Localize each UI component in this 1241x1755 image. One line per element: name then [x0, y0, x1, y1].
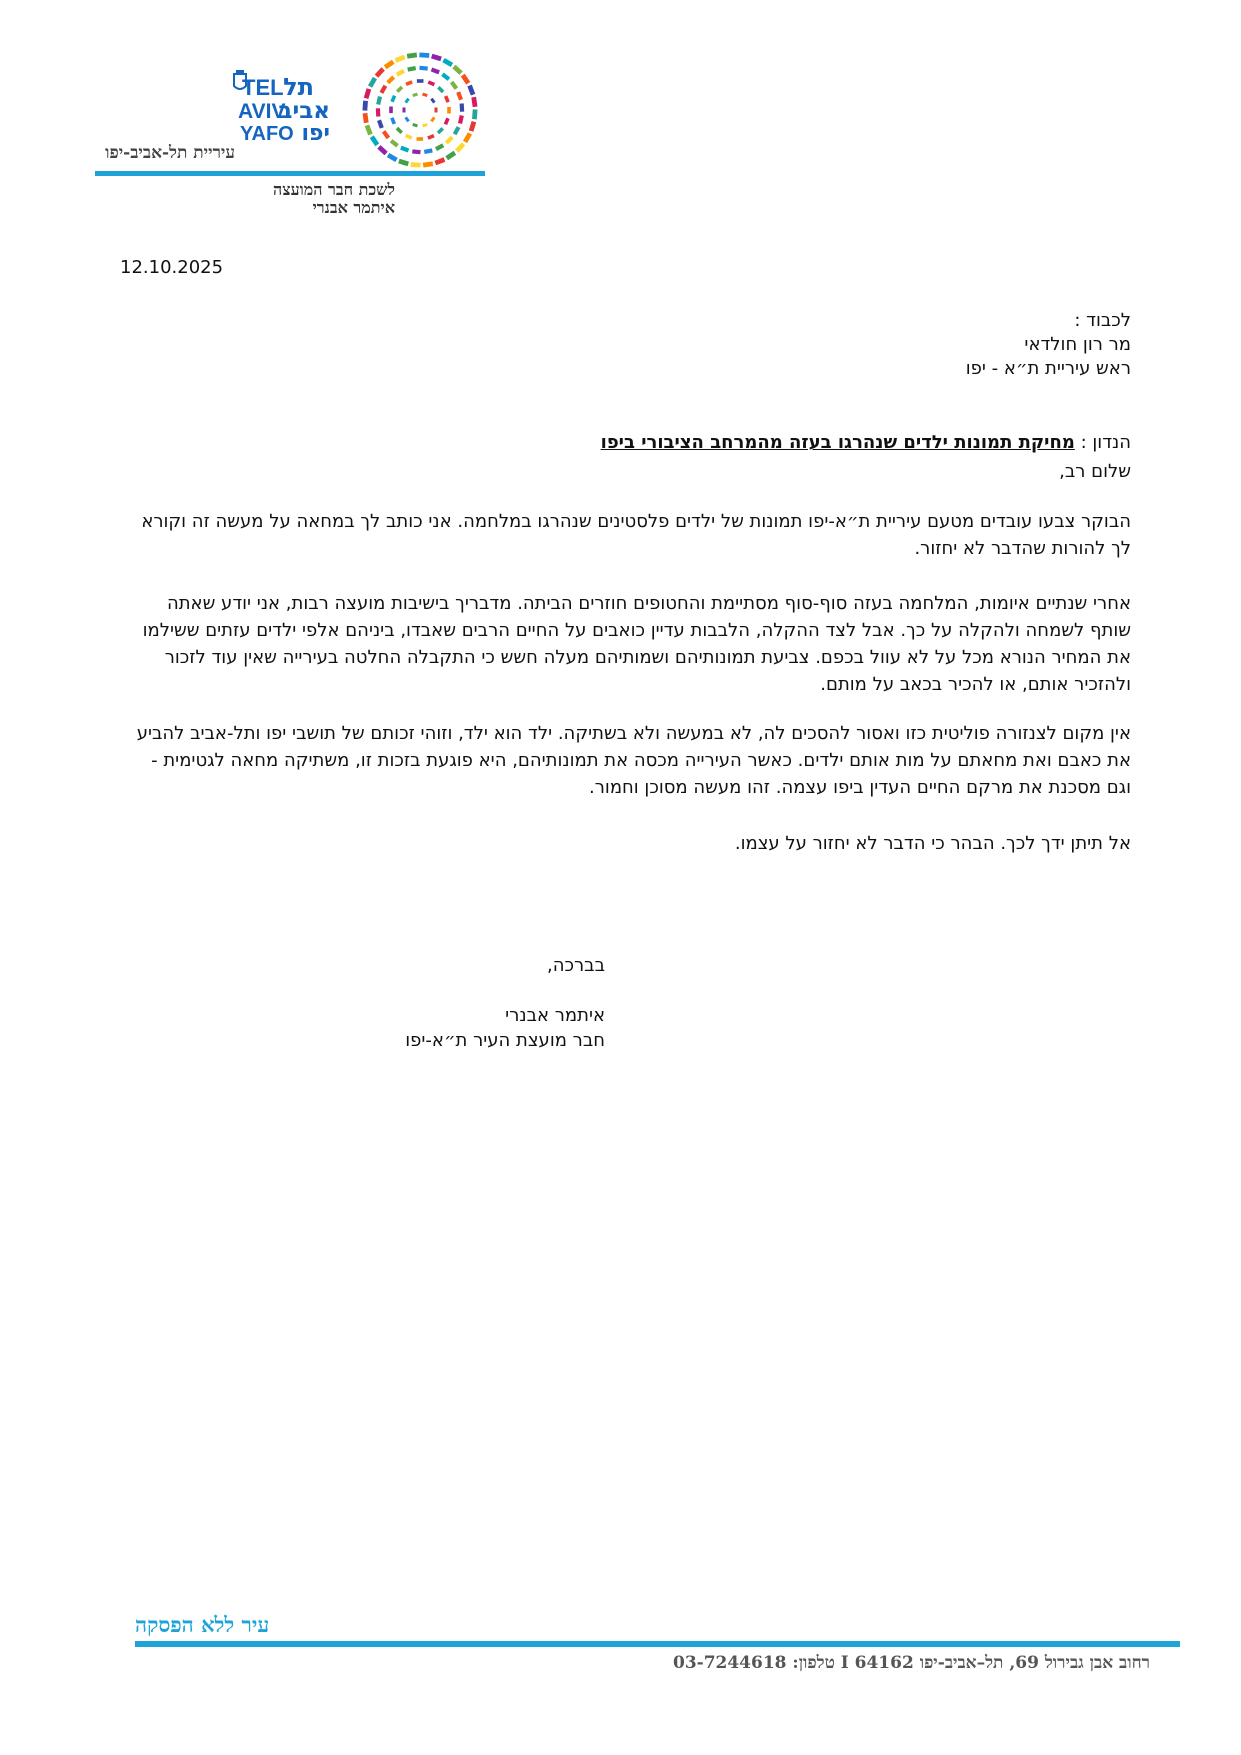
swirl-tile [364, 88, 371, 99]
swirl-tile [396, 127, 403, 134]
swirl-tile [428, 80, 435, 86]
swirl-tile [396, 86, 403, 93]
swirl-tile [471, 97, 477, 107]
recipient-title: ראש עיריית ת״א - יפו [965, 358, 1131, 379]
swirl-tile [390, 139, 399, 147]
letter-date: 12.10.2025 [120, 257, 224, 278]
swirl-tile [412, 123, 418, 127]
swirl-tile [419, 66, 428, 71]
swirl-tile [452, 65, 462, 75]
swirl-tile [437, 86, 444, 93]
swirl-tile [419, 52, 429, 57]
colorful-swirl-icon [362, 52, 477, 167]
logo-he-aviv: אביב [278, 98, 330, 124]
swirl-tile [456, 91, 463, 100]
swirl-tile [441, 73, 450, 81]
signature-closing: בברכה, [547, 955, 605, 976]
swirl-tile [442, 58, 453, 67]
swirl-tile [389, 107, 393, 114]
recipient-name: מר רון חולדאי [1024, 334, 1131, 355]
swirl-tile [395, 55, 406, 63]
swirl-tile [375, 67, 385, 77]
swirl-tile [445, 136, 454, 145]
swirl-tile [407, 53, 417, 59]
municipality-name: עיריית תל-אביב-יפו [105, 143, 235, 163]
swirl-tile [461, 74, 470, 85]
paragraph-3: אין מקום לצנזורה פוליטית כזו ואסור להסכים לה, לא במעשה ולא בשתיקה. ילד הוא ילד, וזוהי זכותם של תושבי יפו ותל-אביב להביע את כאבם ואת מחאתם על מות אותם ילדים. כאשר העירייה מכסה את תמונותיהם, היא פוגעת בזכות זו, משתיקה מחאה לגטימית - וגם מסכנת את מרקם החיים העדין ביפו עצמה. זהו מעשה מסוכן וחמור. [136, 723, 1131, 798]
footer-address: רחוב אבן גבירול 69, תל–אביב-יפו 64162 I טלפון: 03-7244618 [672, 1653, 1150, 1673]
swirl-tile [445, 151, 456, 160]
swirl-tile [411, 162, 421, 167]
swirl-tile [463, 132, 472, 143]
swirl-tile [398, 159, 409, 166]
swirl-tile [469, 121, 476, 132]
swirl-tile [444, 118, 450, 125]
swirl-tile [396, 69, 405, 77]
subject-label: הנדון : [1080, 432, 1131, 453]
logo-he-yafo: יפו [301, 121, 330, 146]
swirl-tile [376, 96, 382, 105]
office-line-2: איתמר אבנרי [312, 198, 395, 217]
swirl-tile [430, 98, 435, 104]
swirl-tile [458, 115, 464, 124]
office-line-1: לשכת חבר המועצה [273, 180, 395, 199]
swirl-tile [447, 107, 451, 114]
greeting: שלום רב, [1059, 461, 1131, 482]
subject-line [231, 432, 1131, 453]
swirl-tile [422, 93, 428, 97]
paragraph-2: אחרי שנתיים איומות, המלחמה בעזה סוף-סוף מסתיימת והחטופים חוזרים הביתה. מדבריך בישיבות מועצה רבות, אני יודע שאתה שותף לשמחה ולהקלה על כך. אבל לצד ההקלה, הלבבות עדיין כואבים על החיים הרבים שאבדו, ביניהם אלפי ילדים עזתים ששילמו את המחיר הנורא מכל על לא עוול בכפם. צביעת תמונותיהם ושמותיהם מעלה חשש כי התקבלה החלטה בעירייה שאין עוד לזכור ולהזכיר אותם, או להכיר בכאב על מותם. [142, 593, 1131, 695]
swirl-tile [417, 137, 424, 141]
swirl-tile [384, 60, 395, 69]
recipient-honorific: לכבוד : [1074, 310, 1131, 331]
swirl-tile [405, 80, 412, 86]
subject-text: מחיקת תמונות ילדים שנהרגו בעזה מהמרחב הציבורי ביפו [600, 432, 1075, 453]
swirl-tile [437, 127, 444, 134]
swirl-tile [370, 135, 379, 146]
signature-title: חבר מועצת העיר ת״א-יפו [405, 1030, 605, 1051]
swirl-tile [380, 85, 388, 94]
swirl-tile [386, 76, 395, 85]
swirl-tile [363, 113, 369, 123]
swirl-tile [405, 134, 412, 140]
paragraph-4: אל תיתן ידך לכך. הבהר כי הדבר לא יחזור על עצמו. [734, 833, 1131, 854]
header-divider [95, 171, 485, 176]
swirl-tile [423, 161, 433, 167]
logo-en-yafo: YAFO [240, 123, 294, 145]
swirl-tile [368, 77, 377, 88]
swirl-tile [435, 108, 438, 113]
swirl-tile [434, 157, 445, 165]
swirl-tile [390, 95, 396, 102]
swirl-tile [403, 108, 406, 113]
swirl-tile [400, 146, 409, 153]
swirl-tile [455, 142, 465, 152]
swirl-tile [404, 98, 409, 104]
swirl-tile [422, 123, 428, 127]
swirl-tile [377, 120, 384, 129]
signature-name: איתמר אבנרי [505, 1005, 605, 1026]
swirl-tile [390, 117, 396, 124]
logo-he-tel: תל [283, 73, 314, 101]
swirl-tile [404, 116, 409, 122]
swirl-tile [412, 149, 421, 154]
swirl-tile [444, 95, 450, 102]
swirl-tile [467, 85, 475, 96]
swirl-tile [365, 124, 373, 135]
swirl-tile [435, 143, 444, 151]
swirl-tile [407, 66, 416, 72]
swirl-tile [431, 54, 442, 61]
footer-slogan: עיר ללא הפסקה [135, 1612, 270, 1637]
swirl-tile [417, 79, 424, 83]
swirl-tile [453, 126, 461, 135]
swirl-tile [431, 67, 440, 74]
swirl-tile [377, 145, 387, 155]
swirl-tile [412, 93, 418, 97]
swirl-tile [430, 116, 435, 122]
swirl-tile [450, 81, 458, 90]
swirl-tile [382, 130, 390, 139]
paragraph-1: הבוקר צבעו עובדים מטעם עיריית ת״א-יפו תמונות של ילדים פלסטינים שנהרגו במלחמה. אני כותב לך במחאה על מעשה זה וקורא לך להורות שהדבר לא יחזור. [141, 511, 1131, 559]
swirl-tile [387, 153, 398, 162]
swirl-tile [424, 148, 433, 154]
tel-aviv-yafo-logo [238, 50, 500, 190]
swirl-tile [427, 134, 434, 140]
swirl-tile [362, 101, 367, 111]
footer-divider [135, 1641, 1180, 1647]
logo-en-aviv: AVIV [238, 100, 286, 123]
swirl-tile [376, 108, 381, 116]
swirl-tile [460, 103, 465, 111]
swirl-tile [472, 109, 477, 119]
logo-en-tel: TEL [242, 75, 284, 100]
